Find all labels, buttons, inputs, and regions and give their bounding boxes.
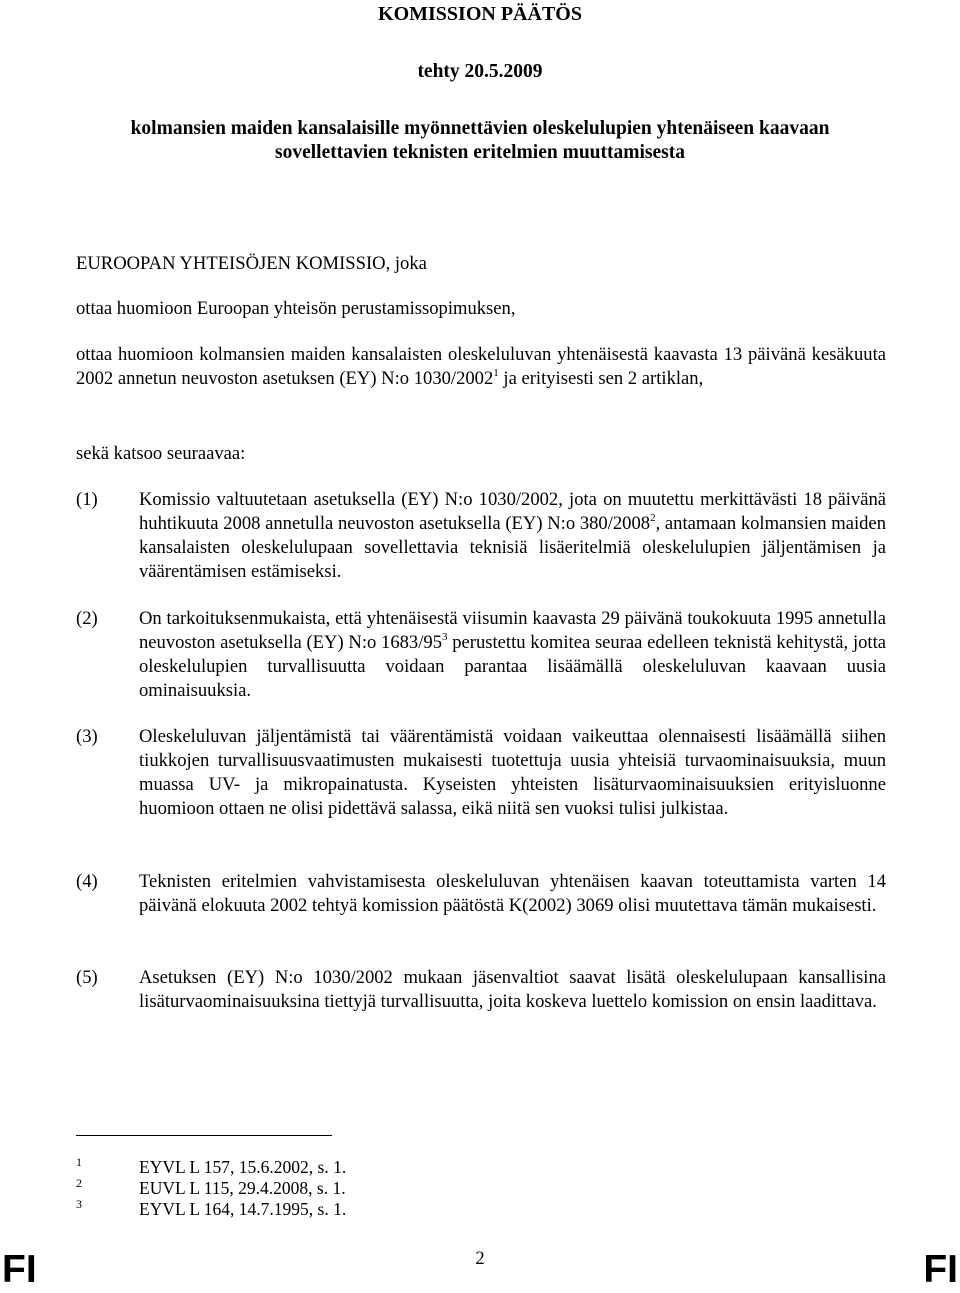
citation-regulation-text-end: ja erityisesti sen 2 artiklan,	[498, 368, 704, 389]
whereas-intro: sekä katsoo seuraavaa:	[76, 443, 246, 464]
document-title: KOMISSION PÄÄTÖS	[378, 3, 582, 25]
recital-2-number: (2)	[76, 608, 98, 629]
recital-4-number: (4)	[76, 871, 98, 892]
recital-5-text: Asetuksen (EY) N:o 1030/2002 mukaan jäsenvaltiot saavat lisätä oleskelulupaan kansallisina lisäturvaominaisuuksina tiettyjä turvallisuutta, joita koskeva luettelo komission on ensin laadittava.	[139, 967, 886, 1012]
footnote-1-text: EYVL L 157, 15.6.2002, s. 1.	[139, 1157, 347, 1177]
subtitle-line-1: kolmansien maiden kansalaisille myönnettävien oleskelulupien yhtenäiseen kaavaan	[130, 118, 830, 139]
citation-treaty: ottaa huomioon Euroopan yhteisön perustamissopimuksen,	[76, 298, 516, 319]
footnote-2-text: EUVL L 115, 29.4.2008, s. 1.	[139, 1178, 346, 1198]
citation-regulation	[76, 343, 886, 391]
footnote-3-number: 3	[76, 1197, 82, 1211]
footnote-1-number: 1	[76, 1155, 82, 1169]
recital-2-text-end: perustettu komitea seuraa edelleen teknistä kehitystä, jotta oleskelulupien turvallisuutta voidaan parantaa lisäämällä oleskeluluvan kaavaan uusia ominaisuuksia.	[139, 632, 886, 701]
preamble-intro: EUROOPAN YHTEISÖJEN KOMISSIO, joka	[76, 253, 427, 274]
recital-3-number: (3)	[76, 726, 98, 747]
language-code-left: FI	[2, 1248, 37, 1291]
footnote-ref-1: 1	[493, 367, 499, 379]
footnote-ref-3: 3	[442, 631, 448, 643]
recital-1-text	[139, 488, 886, 584]
subtitle-line-2: sovellettavien teknisten eritelmien muuttamisesta	[275, 142, 685, 163]
recital-4-text: Teknisten eritelmien vahvistamisesta oleskeluluvan yhtenäisen kaavan toteuttamista varten 14 päivänä elokuuta 2002 tehtyä komission päätöstä K(2002) 3069 olisi muutettava tämän mukaisesti.	[139, 871, 886, 916]
footnote-2-number: 2	[76, 1176, 82, 1190]
document-date: tehty 20.5.2009	[417, 61, 543, 82]
recital-5-number: (5)	[76, 967, 98, 988]
page-number: 2	[475, 1248, 485, 1269]
recital-2-text-start: On tarkoituksenmukaista, että yhtenäisestä viisumin kaavasta 29 päivänä toukokuuta 1995 annetulla neuvoston asetuksella (EY) N:o 1683/95	[139, 608, 886, 653]
citation-regulation-text: ottaa huomioon kolmansien maiden kansalaisten oleskeluluvan yhtenäisestä kaavasta 13 päivänä kesäkuuta 2002 annetun neuvoston asetuksen (EY) N:o 1030/2002	[76, 344, 886, 389]
footnote-separator	[76, 1135, 332, 1136]
recital-1-text-start: Komissio valtuutetaan asetuksella (EY) N:o 1030/2002, jota on muutettu merkittävästi 18 päivänä huhtikuuta 2008 annetulla neuvoston asetuksella (EY) N:o 380/2008	[139, 489, 886, 534]
recital-1-number: (1)	[76, 489, 98, 510]
footnote-3-text: EYVL L 164, 14.7.1995, s. 1.	[139, 1199, 347, 1219]
recital-3-text: Oleskeluluvan jäljentämistä tai väärentämistä voidaan vaikeuttaa olennaisesti lisäämällä siihen tiukkojen turvallisuusvaatimusten mukaisesti tuotettuja uusia yhteisiä turvaominaisuuksia, muun muassa UV- ja mikropainatusta. Kyseisten yhteisten lisäturvaominaisuuksien erityisluonne huomioon ottaen ne olisi pidettävä salassa, eikä niitä sen vuoksi tulisi julkistaa.	[139, 726, 886, 819]
recital-2-text	[139, 607, 886, 703]
language-code-right: FI	[923, 1248, 958, 1291]
recital-1-text-end: , antamaan kolmansien maiden kansalaisten oleskelulupaan sovellettavia teknisiä lisäeritelmiä oleskelulupien jäljentämisen ja väärentämisen estämiseksi.	[139, 513, 886, 582]
footnote-ref-2: 2	[650, 512, 656, 524]
